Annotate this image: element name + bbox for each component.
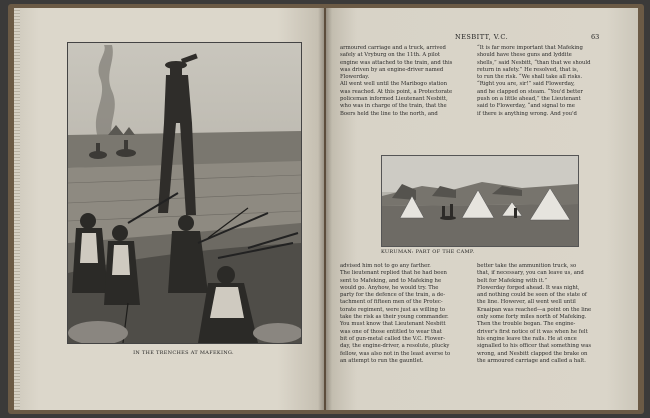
text-line: take the risk as their young commander. bbox=[340, 314, 449, 321]
text-line: “It is far more important that Mafeking bbox=[477, 45, 583, 51]
text-line: better take the ammunition truck, so bbox=[477, 263, 577, 269]
text-line: engine was attached to the train, and this bbox=[340, 59, 453, 66]
text-line: tachment of fifteen men of the Protec- bbox=[340, 299, 443, 306]
text-line: Boers held the line to the north, and bbox=[340, 110, 438, 117]
text-line: would go. Anyhow, he would try. The bbox=[340, 284, 439, 291]
top-column-right bbox=[477, 45, 605, 118]
top-column-left bbox=[340, 45, 468, 118]
text-line: only some forty miles north of Mafeking. bbox=[477, 314, 587, 321]
camp-photograph bbox=[381, 155, 579, 247]
text-line: who was in charge of the train, that the bbox=[340, 103, 447, 110]
text-line: bit of gun-metal called the V.C. Flower- bbox=[340, 335, 445, 342]
text-line: shells,” said Nesbitt, “than that we should bbox=[477, 59, 591, 66]
text-line: was driven by an engine-driver named bbox=[340, 66, 444, 73]
text-line: sent to Mafeking, and to Mafeking he bbox=[340, 277, 442, 284]
text-line: driver's first notice of it was when he felt bbox=[477, 328, 588, 335]
text-line: his engine leave the rails. He at once bbox=[477, 335, 577, 342]
trench-illustration bbox=[67, 42, 302, 344]
text-line: Flowerday forged ahead. It was night, bbox=[477, 284, 580, 291]
text-line: You must know that Lieutenant Nesbitt bbox=[340, 321, 446, 328]
text-line: safely at Vryburg on the 11th. A pilot bbox=[340, 52, 440, 59]
text-line: signalled to his officer that something was bbox=[477, 343, 592, 350]
page-number: 63 bbox=[591, 33, 600, 41]
text-line: and he clapped on steam. “You'd better bbox=[477, 88, 583, 95]
text-line: Kraaipan was reached—a point on the line bbox=[477, 306, 592, 313]
text-line: Flowerday. bbox=[340, 74, 370, 81]
text-line: All went well until the Maribogo station bbox=[340, 81, 447, 88]
text-line: return in safety.” He resolved, that is, bbox=[477, 66, 579, 73]
text-line: fellow, was also not in the least averse to bbox=[340, 350, 451, 357]
text-line: wrong, and Nesbitt clapped the brake on bbox=[477, 350, 588, 357]
book-gutter bbox=[318, 8, 332, 410]
text-line: “Right you are, sir!” said Flowerday, bbox=[477, 81, 575, 88]
text-line: to run the risk. “We shall take all risks. bbox=[477, 74, 583, 81]
bottom-column-right bbox=[477, 263, 605, 365]
text-line: was reached. At this point, a Protectorate bbox=[340, 88, 453, 95]
text-line: The lieutenant replied that he had been bbox=[340, 270, 447, 277]
text-line: party for the defence of the train, a de- bbox=[340, 292, 446, 299]
text-line: policeman informed Lieutenant Nesbitt, bbox=[340, 96, 448, 103]
page-edges bbox=[14, 8, 20, 410]
text-line: the armoured carriage and called a halt. bbox=[477, 357, 586, 364]
text-line: Then the trouble began. The engine- bbox=[477, 321, 576, 328]
bottom-column-left bbox=[340, 263, 468, 365]
text-line: day, the engine-driver, a resolute, plucky bbox=[340, 343, 450, 350]
text-line: push on a little ahead,” the Lieutenant bbox=[477, 96, 581, 103]
text-line: an attempt to run the gauntlet. bbox=[340, 357, 424, 364]
text-line: and nothing could be seen of the state of bbox=[477, 292, 587, 299]
text-line: torate regiment, were just as willing to bbox=[340, 306, 446, 313]
text-line: advised him not to go any farther. bbox=[340, 263, 431, 269]
running-header: NESBITT, V.C. bbox=[455, 33, 509, 41]
text-line: that, if necessary, you can leave us, and bbox=[477, 270, 584, 277]
text-line: the line. However, all went well until bbox=[477, 299, 576, 306]
photo-caption: KURUMAN: PART OF THE CAMP. bbox=[381, 249, 475, 255]
text-line: should have these guns and lyddite bbox=[477, 52, 572, 59]
text-line: armoured carriage and a truck, arrived bbox=[340, 45, 446, 51]
text-line: said to Flowerday, “and signal to me bbox=[477, 103, 575, 110]
text-line: if there is anything wrong. And you'd bbox=[477, 110, 577, 117]
text-line: was one of those entitled to wear that bbox=[340, 328, 442, 335]
text-line: belt for Mafeking with it.” bbox=[477, 277, 548, 284]
plate-caption: IN THE TRENCHES AT MAFEKING. bbox=[133, 350, 234, 356]
